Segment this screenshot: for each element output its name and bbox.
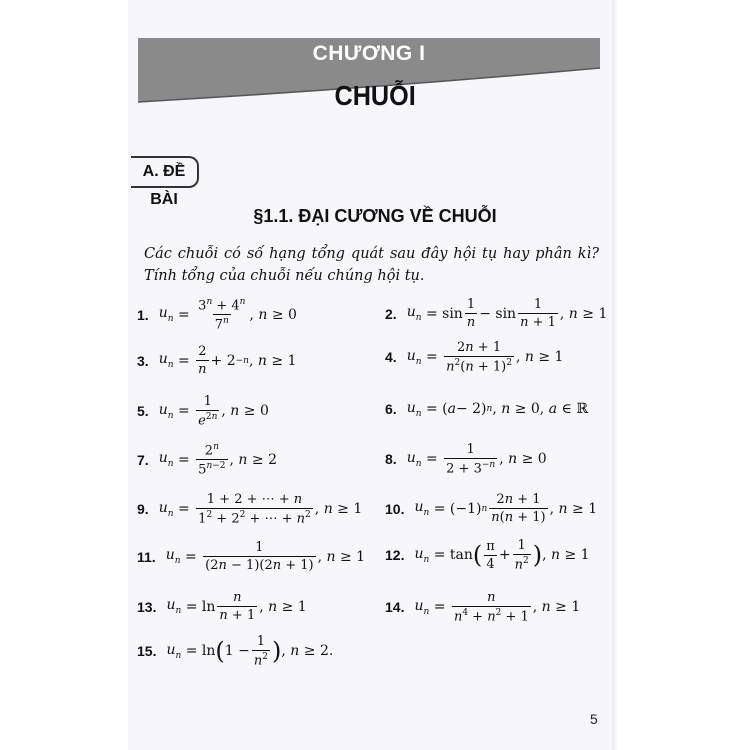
chapter-label: CHƯƠNG I xyxy=(312,42,426,65)
exercise-7: 7. $u_n$ = $\frac{2^n}{5^{n-2}}$ , n ≥ 2 xyxy=(137,442,277,478)
page-number: 5 xyxy=(590,711,598,727)
section-title: §1.1. ĐẠI CƯƠNG VỀ CHUỖI xyxy=(253,206,497,226)
exercise-11: 11. $u_n$ = $\frac{1}{(2n - 1)(2n + 1)}$ , n ≥ 1 xyxy=(137,540,366,573)
exercise-14: 14. $u_n$ = $\frac{n}{n^4 + n^2 + 1}$ , n ≥ 1 xyxy=(385,590,581,625)
exercise-8: 8. $u_n$ = $\frac{1}{2 + 3^{-n}}$ , n ≥ 0 xyxy=(385,442,547,477)
exercise-12: 12. $u_n$ = tan ( $\frac{\pi}{4}$ + $\frac{1}{n^2}$ ) , n ≥ 1 xyxy=(385,538,590,573)
exercise-5: 5. $u_n$ = $\frac{1}{e^{2n}}$ , n ≥ 0 xyxy=(137,394,269,429)
exercise-2: 2. $u_n$ = sin $\frac{1}{n}$ − sin $\frac{1}{n + 1}$ , n ≥ 1 xyxy=(385,297,608,330)
exercise-15: 15. $u_n$ = ln ( 1 − $\frac{1}{n^2}$ ) , n ≥ 2. xyxy=(137,634,334,669)
page-edge xyxy=(612,0,618,750)
intro-text: Các chuỗi có số hạng tổng quát sau đây hội tụ hay phân kì? Tính tổng của chuỗi nếu chúng hội tụ. xyxy=(144,246,599,284)
exercise-4: 4. $u_n$ = $\frac{2n + 1}{n^2(n + 1)^2}$ , n ≥ 1 xyxy=(385,340,564,375)
exercise-6: 6. $u_n$ = ( a − 2) n , n ≥ 0, a ∈ ℝ xyxy=(385,400,588,419)
exercise-1: 1. $u_n$ = $\frac{3^n + 4^n}{7^n}$ , n ≥ 0 xyxy=(137,297,297,333)
chapter-title: CHUỖI xyxy=(334,80,416,111)
exercise-9: 9. $u_n$ = $\frac{1 + 2 + \cdots + n}{1^2 + 2^2 + \cdots + n^2}$ , n ≥ 1 xyxy=(137,492,363,527)
exercise-10: 10. $u_n$ = (−1) n $\frac{2n + 1}{n(n + 1)}$ , n ≥ 1 xyxy=(385,492,598,525)
part-tag: A. ĐỀ BÀI xyxy=(131,156,199,188)
exercise-13: 13. $u_n$ = ln $\frac{n}{n + 1}$ , n ≥ 1 xyxy=(137,590,307,623)
exercise-3: 3. $u_n$ = $\frac{2}{n}$ + 2 −n , n ≥ 1 xyxy=(137,344,297,377)
